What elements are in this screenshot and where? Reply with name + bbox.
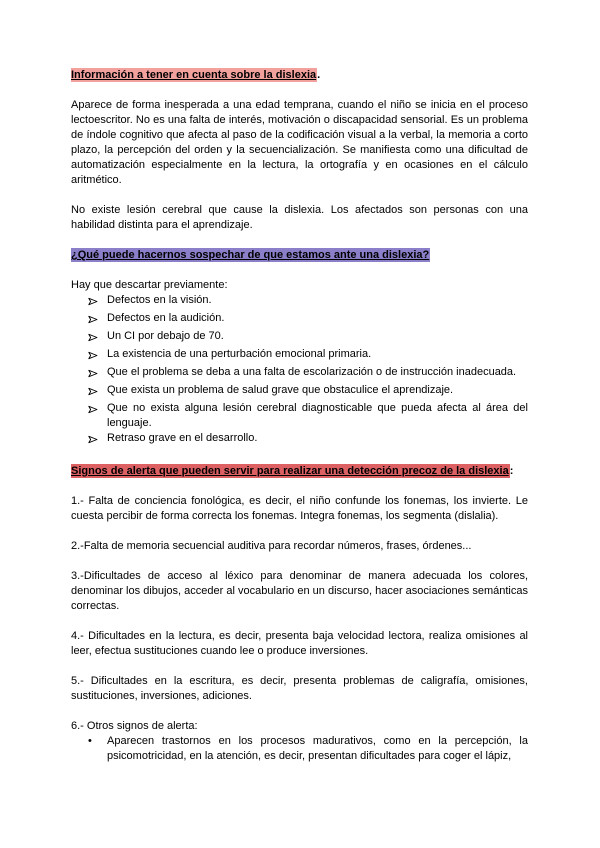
list-item-text: Un CI por debajo de 70. [107, 330, 224, 342]
arrow-bullet-icon [88, 431, 107, 449]
checklist [71, 293, 528, 449]
dot-bullet-icon: • [88, 735, 92, 747]
arrow-bullet-icon [88, 293, 107, 311]
list-item-text: Aparecen trastornos en los procesos madurativos, como en la percepción, la psicomotricidad, en la atención, es decir, presentan dificultades para coger el lápiz, [107, 735, 528, 762]
arrow-bullet-icon [88, 311, 107, 329]
list-item-text: Defectos en la audición. [107, 312, 225, 324]
sign-paragraph-4: 4.- Dificultades en la lectura, es decir, presenta baja velocidad lectora, realiza omisiones al leer, efectua sustituciones cuando lee o produce inversiones. [71, 630, 528, 657]
list-item [71, 347, 528, 365]
sign-paragraph-1: 1.- Falta de conciencia fonológica, es decir, el niño confunde los fonemas, los invierte. Le cuesta percibir de forma correcta los fonemas. Integra fonemas, los segmenta (dislalia). [71, 495, 528, 522]
list-item [71, 734, 528, 764]
list-item-text: La existencia de una perturbación emocional primaria. [107, 348, 372, 360]
list-item [71, 329, 528, 347]
list-item [71, 401, 528, 431]
title-heading-highlight: Información a tener en cuenta sobre la dislexia [71, 69, 317, 81]
sign-paragraph-6: 6.- Otros signos de alerta: [71, 720, 198, 732]
title-heading-suffix: . [317, 69, 321, 81]
signs-heading-suffix: : [509, 465, 514, 477]
list-item-text: Que exista un problema de salud grave que obstaculice el aprendizaje. [107, 384, 454, 396]
checklist-intro: Hay que descartar previamente: [71, 279, 228, 291]
list-item [71, 311, 528, 329]
arrow-bullet-icon [88, 401, 107, 419]
title-heading [71, 68, 528, 83]
sign-paragraph-2: 2.-Falta de memoria secuencial auditiva para recordar números, frases, órdenes... [71, 540, 472, 552]
arrow-bullet-icon [88, 383, 107, 401]
list-item [71, 383, 528, 401]
list-item-text: Que no exista alguna lesión cerebral diagnosticable que pueda afecta al área del lenguaje. [107, 402, 528, 429]
signs-heading [71, 464, 528, 479]
signs-heading-highlight: Signos de alerta que pueden servir para realizar una detección precoz de la dislexia [71, 465, 509, 477]
list-item [71, 365, 528, 383]
list-item [71, 293, 528, 311]
other-signs-list [71, 734, 528, 764]
suspect-heading [71, 248, 528, 263]
list-item-text: Defectos en la visión. [107, 294, 212, 306]
intro-paragraph: No existe lesión cerebral que cause la dislexia. Los afectados son personas con una habilidad distinta para el aprendizaje. [71, 204, 528, 231]
arrow-bullet-icon [88, 365, 107, 383]
arrow-bullet-icon [88, 329, 107, 347]
intro-paragraph: Aparece de forma inesperada a una edad temprana, cuando el niño se inicia en el proceso lectoescritor. No es una falta de interés, motivación o discapacidad sensorial. Es un problema de índole cognitivo que afecta al paso de la codificación visual a la verbal, la memoria a corto plazo, la percepción del orden y la secuencialización. Se manifiesta como una dificultad de automatización especialmente en la lectura, la ortografía y en ocasiones en el cálculo aritmético. [71, 99, 528, 186]
list-item-text: Retraso grave en el desarrollo. [107, 432, 258, 444]
suspect-heading-highlight: ¿Qué puede hacernos sospechar de que estamos ante una dislexia? [71, 249, 430, 261]
sign-paragraph-5: 5.- Dificultades en la escritura, es decir, presenta problemas de caligrafía, omisiones, sustituciones, inversiones, adiciones. [71, 675, 528, 702]
arrow-bullet-icon [88, 347, 107, 365]
list-item [71, 431, 528, 449]
sign-paragraph-3: 3.-Dificultades de acceso al léxico para denominar de manera adecuada los colores, denominar los dibujos, acceder al vocabulario en un discurso, hacer asociaciones semánticas correctas. [71, 570, 528, 612]
list-item-text: Que el problema se deba a una falta de escolarización o de instrucción inadecuada. [107, 366, 517, 378]
